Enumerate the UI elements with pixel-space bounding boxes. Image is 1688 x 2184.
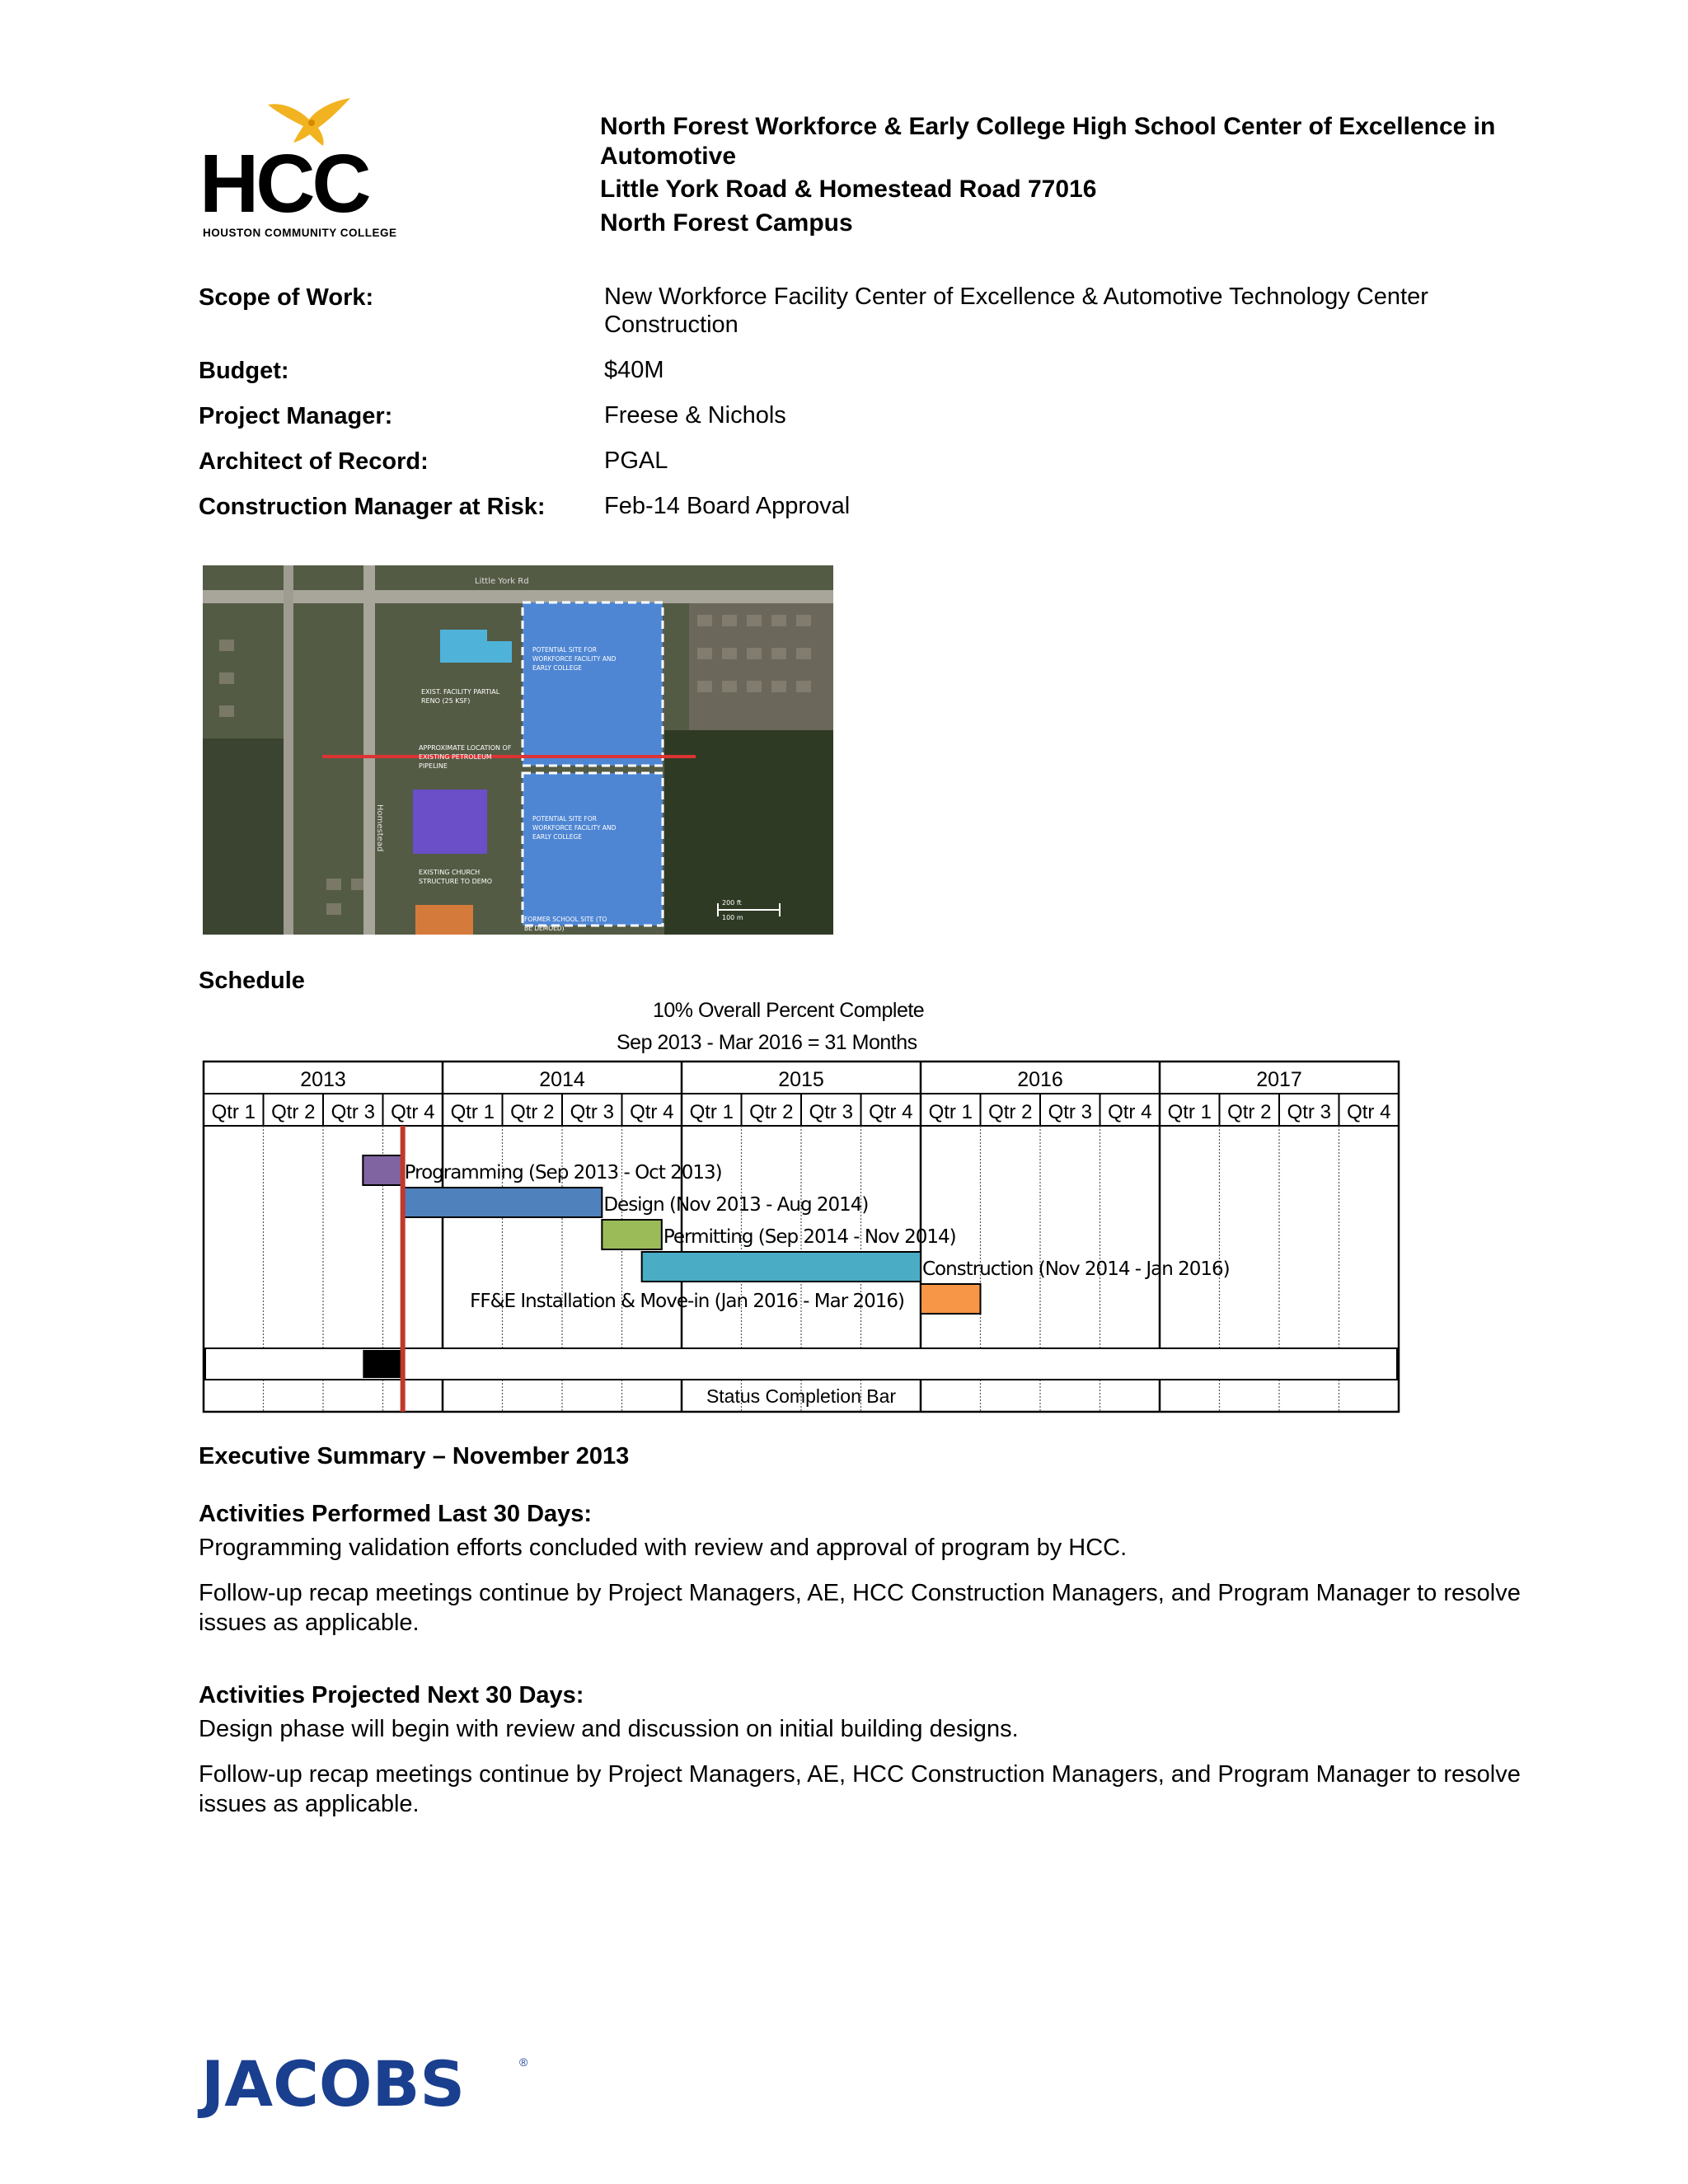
gantt-bar-permitting xyxy=(602,1220,662,1249)
gantt-quarter-label: Qtr 4 xyxy=(1108,1101,1152,1123)
gantt-task-label: Programming (Sep 2013 - Oct 2013) xyxy=(404,1162,722,1183)
gantt-quarter-label: Qtr 3 xyxy=(570,1101,614,1123)
pipeline-label: APPROXIMATE LOCATION OF EXISTING PETROLEUM PIPELINE xyxy=(419,744,512,770)
street-label-left: Homestead xyxy=(375,804,384,852)
performed-item-1: Programming validation efforts concluded with review and approval of program by HCC. xyxy=(199,1535,1128,1561)
hcc-logo xyxy=(198,95,404,243)
hcc-logo-subtitle: HOUSTON COMMUNITY COLLEGE xyxy=(203,227,397,239)
former-school xyxy=(415,905,473,935)
schedule-duration: Sep 2013 - Mar 2016 = 31 Months xyxy=(617,1031,917,1054)
projected-item-1: Design phase will begin with review and discussion on initial building designs. xyxy=(199,1716,1019,1742)
project-address: Little York Road & Homestead Road 77016 xyxy=(600,176,1097,203)
jacobs-registered-mark: ® xyxy=(519,2055,528,2069)
gantt-quarter-label: Qtr 2 xyxy=(1227,1101,1272,1123)
gantt-year-label: 2017 xyxy=(1256,1068,1302,1091)
projected-item-2: Follow-up recap meetings continue by Project Managers, AE, HCC Construction Managers, and Program Manager to resolve issues as applicable. xyxy=(199,1761,1521,1817)
site-aerial-map xyxy=(203,565,833,935)
gantt-task-label: Design (Nov 2013 - Aug 2014) xyxy=(603,1194,869,1216)
status-completion-label: Status Completion Bar xyxy=(706,1385,897,1407)
gantt-quarter-label: Qtr 4 xyxy=(1347,1101,1391,1123)
gantt-quarter-label: Qtr 1 xyxy=(211,1101,256,1123)
gantt-quarter-label: Qtr 4 xyxy=(869,1101,913,1123)
gantt-bar-ffe xyxy=(921,1284,981,1314)
gantt-task-label: Permitting (Sep 2014 - Nov 2014) xyxy=(663,1226,956,1248)
project-manager-label: Project Manager: xyxy=(199,403,393,429)
budget-label: Budget: xyxy=(199,358,289,384)
street-label-top: Little York Rd xyxy=(475,577,529,586)
executive-summary-title: Executive Summary – November 2013 xyxy=(199,1443,630,1469)
gantt-quarter-label: Qtr 4 xyxy=(630,1101,674,1123)
cmar-value: Feb-14 Board Approval xyxy=(604,493,851,519)
gantt-quarter-label: Qtr 3 xyxy=(1048,1101,1092,1123)
jacobs-logo: JACOBS xyxy=(201,2047,466,2121)
performed-item-2: Follow-up recap meetings continue by Project Managers, AE, HCC Construction Managers, and Program Manager to resolve issues as applicable. xyxy=(199,1580,1521,1636)
potential-site-south-label: POTENTIAL SITE FOR WORKFORCE FACILITY AND EARLY COLLEGE xyxy=(532,815,617,841)
gantt-quarter-label: Qtr 1 xyxy=(689,1101,734,1123)
project-campus: North Forest Campus xyxy=(600,209,853,237)
former-school-label: FORMER SCHOOL SITE (TO BE DEMOED) xyxy=(524,916,607,932)
scope-label: Scope of Work: xyxy=(199,284,374,311)
architect-label: Architect of Record: xyxy=(199,448,429,475)
potential-site-north xyxy=(523,602,663,766)
gantt-quarter-label: Qtr 4 xyxy=(391,1101,435,1123)
gantt-quarter-label: Qtr 1 xyxy=(450,1101,495,1123)
gantt-quarter-label: Qtr 2 xyxy=(271,1101,316,1123)
gantt-quarter-label: Qtr 2 xyxy=(988,1101,1033,1123)
hcc-logo-letters: HCC xyxy=(199,138,368,230)
architect-value: PGAL xyxy=(604,448,668,474)
existing-facility-label: EXIST. FACILITY PARTIAL RENO (25 KSF) xyxy=(421,688,500,705)
church-label: EXISTING CHURCH STRUCTURE TO DEMO xyxy=(419,869,493,885)
gantt-quarter-label: Qtr 2 xyxy=(749,1101,794,1123)
percent-complete: 10% Overall Percent Complete xyxy=(653,999,925,1022)
status-completion-fill xyxy=(363,1350,402,1378)
scale-m-label: 100 m xyxy=(722,914,743,921)
potential-site-south xyxy=(523,773,663,926)
project-title: North Forest Workforce & Early College High School Center of Excellence in Automotive xyxy=(600,113,1496,170)
gantt-quarter-label: Qtr 3 xyxy=(331,1101,375,1123)
cmar-label: Construction Manager at Risk: xyxy=(199,494,546,520)
gantt-bar-design xyxy=(403,1188,603,1217)
gantt-quarter-label: Qtr 3 xyxy=(809,1101,853,1123)
performed-heading: Activities Performed Last 30 Days: xyxy=(199,1501,593,1527)
gantt-task-label: FF&E Installation & Move-in (Jan 2016 - Mar 2016) xyxy=(470,1291,904,1312)
projected-heading: Activities Projected Next 30 Days: xyxy=(199,1682,584,1708)
gantt-year-label: 2014 xyxy=(539,1068,585,1091)
gantt-quarter-label: Qtr 3 xyxy=(1287,1101,1331,1123)
gantt-quarter-label: Qtr 1 xyxy=(1167,1101,1212,1123)
gantt-bar-programming xyxy=(363,1155,402,1185)
scale-ft-label: 200 ft xyxy=(722,899,742,907)
budget-value: $40M xyxy=(604,357,664,383)
gantt-year-label: 2016 xyxy=(1017,1068,1063,1091)
project-manager-value: Freese & Nichols xyxy=(604,402,786,429)
scope-value: New Workforce Facility Center of Excellence & Automotive Technology Center Construction xyxy=(604,284,1428,338)
gantt-year-label: 2015 xyxy=(778,1068,824,1091)
gantt-bar-construction xyxy=(642,1252,921,1282)
schedule-heading: Schedule xyxy=(199,968,305,994)
gantt-quarter-label: Qtr 1 xyxy=(928,1101,973,1123)
potential-site-north-label: POTENTIAL SITE FOR WORKFORCE FACILITY AND EARLY COLLEGE xyxy=(532,646,617,672)
church-building xyxy=(413,790,487,854)
gantt-quarter-label: Qtr 2 xyxy=(510,1101,555,1123)
gantt-task-label: Construction (Nov 2014 - Jan 2016) xyxy=(922,1258,1230,1280)
gantt-year-label: 2013 xyxy=(300,1068,346,1091)
